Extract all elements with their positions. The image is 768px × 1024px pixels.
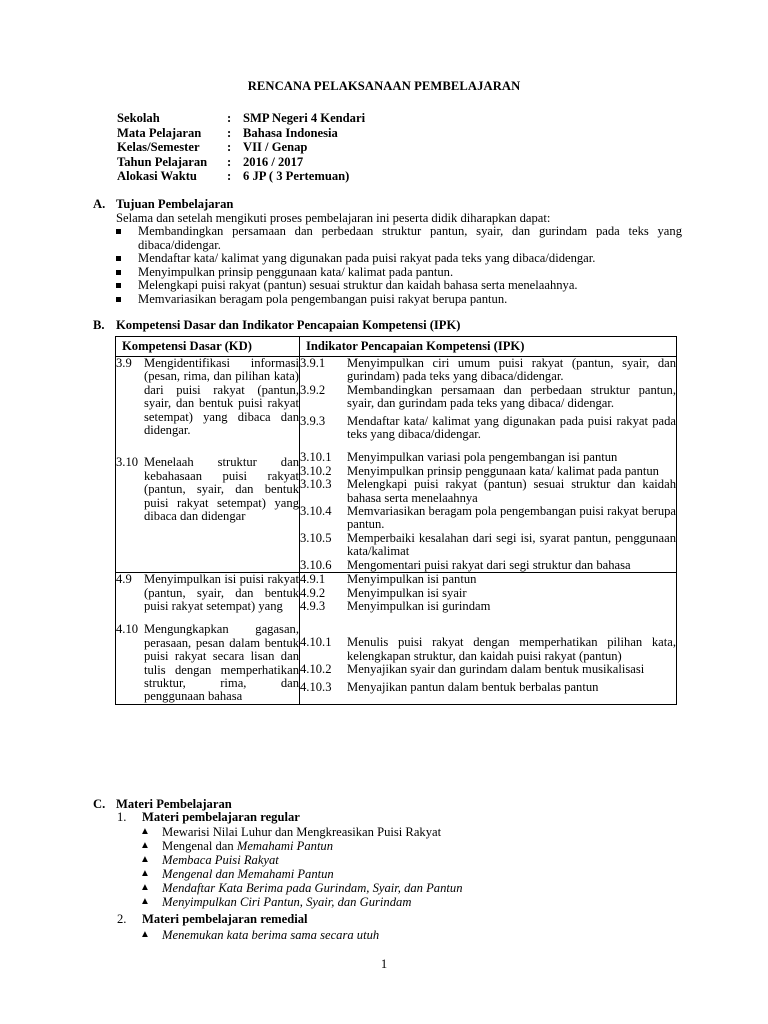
info-row-class <box>117 140 365 155</box>
ipk-text: Menyimpulkan isi syair <box>347 585 467 600</box>
info-label: Alokasi Waktu <box>117 169 197 184</box>
table-header-row <box>116 337 677 357</box>
ipk-text: Membandingkan persamaan dan perbedaan struktur pantun, syair, dan gurindam pada teks yang dibaca/ didengar. <box>347 382 676 411</box>
info-colon: : <box>227 140 232 155</box>
list-item <box>140 853 463 867</box>
ipk-number: 3.9.3 <box>300 413 326 428</box>
ipk-number: 3.10.4 <box>300 504 332 519</box>
kd-number: 3.10 <box>116 455 139 470</box>
list-item <box>140 895 463 909</box>
material-regular-list <box>140 825 463 909</box>
info-label: Mata Pelajaran <box>117 125 202 140</box>
ipk-item <box>300 357 676 384</box>
objectives-list <box>116 225 682 307</box>
list-item-text: Memvariasikan beragam pola pengembangan puisi rakyat berupa pantun. <box>138 291 508 306</box>
list-item <box>140 867 463 881</box>
column-header-ipk: Indikator Pencapaian Kompetensi (IPK) <box>300 337 677 357</box>
ipk-item <box>300 465 676 478</box>
material-remedial-list <box>140 928 379 942</box>
document-title: RENCANA PELAKSANAAN PEMBELAJARAN <box>247 79 521 93</box>
info-colon: : <box>227 111 232 125</box>
ipk-text: Melengkapi puisi rakyat (pantun) sesuai struktur dan kaidah bahasa serta menelaahnya <box>347 477 676 505</box>
ipk-text: Memperbaiki kesalahan dari segi isi, syarat pantun, penggunaan kata/kalimat <box>347 530 676 559</box>
kd-text: Mengidentifikasi informasi (pesan, rima, dan pilihan kata) dari puisi rakyat (pantun, syair, dan bentuk puisi rakyat setempat) yang dibaca dan didengar. <box>144 356 299 438</box>
kd-cell <box>116 573 300 705</box>
ipk-item <box>300 663 676 676</box>
list-item <box>140 928 379 942</box>
info-value: 2016 / 2017 <box>243 154 304 169</box>
list-item-text: Mewarisi Nilai Luhur dan Mengkreasikan Puisi Rakyat <box>162 825 442 839</box>
ipk-text: Menyimpulkan isi pantun <box>347 572 477 587</box>
info-label: Sekolah <box>117 111 160 125</box>
caret-icon: ▲ <box>140 826 150 837</box>
kd-number: 3.9 <box>116 356 132 370</box>
ipk-text: Menyajikan pantun dalam bentuk berbalas pantun <box>347 679 599 694</box>
kd-item <box>116 623 299 703</box>
material-regular-heading <box>117 811 300 825</box>
caret-icon: ▲ <box>140 854 150 865</box>
section-a-heading <box>93 197 233 211</box>
list-item-text-italic: Memahami Pantun <box>236 839 334 853</box>
section-title: Tujuan Pembelajaran <box>116 197 234 211</box>
ipk-number: 3.10.3 <box>300 477 332 492</box>
ipk-cell <box>300 357 677 573</box>
ipk-item <box>300 587 676 600</box>
ipk-item <box>300 478 676 505</box>
caret-icon: ▲ <box>140 882 150 893</box>
ipk-number: 4.9.3 <box>300 598 326 613</box>
ipk-item <box>300 681 676 694</box>
material-label: Materi pembelajaran remedial <box>142 912 308 926</box>
caret-icon: ▲ <box>140 840 150 851</box>
kd-text: Mengungkapkan gagasan, perasaan, pesan dalam bentuk puisi rakyat secara lisan dan tulis dengan memperhatikan struktur, rima, dan penggunaan bahasa <box>144 622 299 704</box>
list-item-text: Membandingkan persamaan dan perbedaan struktur pantun, syair, dan gurindam pada teks yang dibaca/didengar. <box>138 224 682 252</box>
list-item-text-italic: Membaca Puisi Rakyat <box>162 853 279 867</box>
page-number: 1 <box>380 957 388 971</box>
list-item-text-italic: Menemukan kata berima sama secara utuh <box>162 928 380 942</box>
ipk-number: 3.10.1 <box>300 450 332 465</box>
competency-table <box>115 336 677 705</box>
list-item <box>116 293 682 307</box>
caret-icon: ▲ <box>140 896 150 907</box>
info-colon: : <box>227 169 232 184</box>
ipk-item <box>300 600 676 613</box>
ipk-number: 4.9.2 <box>300 585 326 600</box>
section-letter: B. <box>93 318 105 332</box>
list-item-text-italic: Menyimpulkan Ciri Pantun, Syair, dan Gurindam <box>162 895 412 909</box>
ipk-number: 3.10.2 <box>300 463 332 478</box>
list-item <box>116 252 682 266</box>
table-row <box>116 573 677 705</box>
material-label: Materi pembelajaran regular <box>142 810 300 824</box>
ipk-item <box>300 532 676 559</box>
kd-text: Menelaah struktur dan kebahasaan puisi rakyat (pantun, syair, dan bentuk puisi rakyat setempat) yang dibaca dan didengar <box>144 455 299 524</box>
info-value: SMP Negeri 4 Kendari <box>243 111 366 125</box>
list-item <box>140 825 463 839</box>
list-item <box>116 279 682 293</box>
list-item-text: Menyimpulkan prinsip penggunaan kata/ kalimat pada pantun. <box>138 264 454 279</box>
list-item <box>116 225 682 252</box>
ipk-text: Memvariasikan beragam pola pengembangan puisi rakyat berupa pantun. <box>347 504 676 532</box>
info-label: Kelas/Semester <box>117 140 200 155</box>
ipk-item <box>300 451 676 464</box>
ipk-text: Menulis puisi rakyat dengan memperhatikan pilihan kata, kelengkapan struktur, dan kaidah puisi rakyat (pantun) <box>347 635 676 663</box>
table-row <box>116 357 677 573</box>
section-letter: C. <box>93 797 106 811</box>
section-c-heading <box>93 797 232 811</box>
ipk-item <box>300 559 676 572</box>
list-item <box>140 839 463 853</box>
caret-icon: ▲ <box>140 868 150 879</box>
material-remedial-heading <box>117 913 308 927</box>
section-title: Kompetensi Dasar dan Indikator Pencapaian Kompetensi (IPK) <box>116 318 461 332</box>
info-colon: : <box>227 154 232 169</box>
ipk-number: 3.9.2 <box>300 382 326 397</box>
ipk-cell <box>300 573 677 705</box>
kd-item <box>116 573 299 613</box>
column-header-kd: Kompetensi Dasar (KD) <box>116 337 300 357</box>
ipk-number: 4.10.2 <box>300 662 332 677</box>
kd-cell <box>116 357 300 573</box>
ipk-text: Mengomentari puisi rakyat dari segi struktur dan bahasa <box>347 557 631 572</box>
ipk-number: 4.10.3 <box>300 679 332 694</box>
list-item-text: Mengenal dan <box>162 839 237 853</box>
ipk-text: Mendaftar kata/ kalimat yang digunakan pada puisi rakyat pada teks yang dibaca/didengar. <box>347 413 676 442</box>
section-a-intro: Selama dan setelah mengikuti proses pembelajaran ini peserta didik diharapkan dapat: <box>116 211 551 225</box>
ipk-item <box>300 636 676 663</box>
square-bullet-icon <box>116 270 121 275</box>
ipk-number: 4.10.1 <box>300 635 332 650</box>
ipk-number: 3.9.1 <box>300 356 326 370</box>
ipk-item <box>300 505 676 532</box>
ipk-number: 4.9.1 <box>300 572 326 587</box>
square-bullet-icon <box>116 229 121 234</box>
list-item-text: Melengkapi puisi rakyat (pantun) sesuai struktur dan kaidah bahasa serta menelaahnya. <box>138 278 578 293</box>
list-item <box>116 266 682 280</box>
info-value: VII / Genap <box>243 140 308 155</box>
info-row-school <box>117 111 365 126</box>
square-bullet-icon <box>116 256 121 261</box>
kd-number: 4.9 <box>116 572 132 587</box>
ipk-text: Menyimpulkan variasi pola pengembangan isi pantun <box>347 450 618 465</box>
material-number: 1. <box>117 810 127 824</box>
section-letter: A. <box>93 197 106 211</box>
ipk-text: Menyajikan syair dan gurindam dalam bentuk musikalisasi <box>347 662 645 677</box>
square-bullet-icon <box>116 283 121 288</box>
info-row-time <box>117 169 365 184</box>
school-info <box>117 111 365 184</box>
ipk-item <box>300 415 676 442</box>
caret-icon: ▲ <box>140 929 150 940</box>
info-label: Tahun Pelajaran <box>117 154 208 169</box>
ipk-text: Menyimpulkan isi gurindam <box>347 598 491 613</box>
kd-number: 4.10 <box>116 622 139 637</box>
section-b-heading <box>93 318 461 332</box>
kd-item <box>116 456 299 523</box>
ipk-text: Menyimpulkan prinsip penggunaan kata/ kalimat pada pantun <box>347 463 659 478</box>
ipk-item <box>300 573 676 586</box>
ipk-number: 3.10.6 <box>300 557 332 572</box>
ipk-item <box>300 384 676 411</box>
ipk-number: 3.10.5 <box>300 530 332 545</box>
info-value: Bahasa Indonesia <box>243 125 338 140</box>
list-item <box>140 881 463 895</box>
list-item-text-italic: Mendaftar Kata Berima pada Gurindam, Syair, dan Pantun <box>162 881 463 895</box>
list-item-text-italic: Mengenal dan Memahami Pantun <box>162 867 334 881</box>
square-bullet-icon <box>116 297 121 302</box>
ipk-text: Menyimpulkan ciri umum puisi rakyat (pantun, syair, dan gurindam) pada teks yang dibaca/didengar. <box>347 356 676 384</box>
info-value: 6 JP ( 3 Pertemuan) <box>243 169 350 184</box>
info-row-subject <box>117 126 365 141</box>
info-colon: : <box>227 125 232 140</box>
list-item-text: Mendaftar kata/ kalimat yang digunakan pada puisi rakyat pada teks yang dibaca/didengar. <box>138 251 596 266</box>
section-title: Materi Pembelajaran <box>116 797 232 811</box>
info-row-year <box>117 155 365 170</box>
kd-item <box>116 357 299 437</box>
kd-text: Menyimpulkan isi puisi rakyat (pantun, syair, dan bentuk puisi rakyat setempat) yang <box>144 572 299 613</box>
material-number: 2. <box>117 912 127 926</box>
